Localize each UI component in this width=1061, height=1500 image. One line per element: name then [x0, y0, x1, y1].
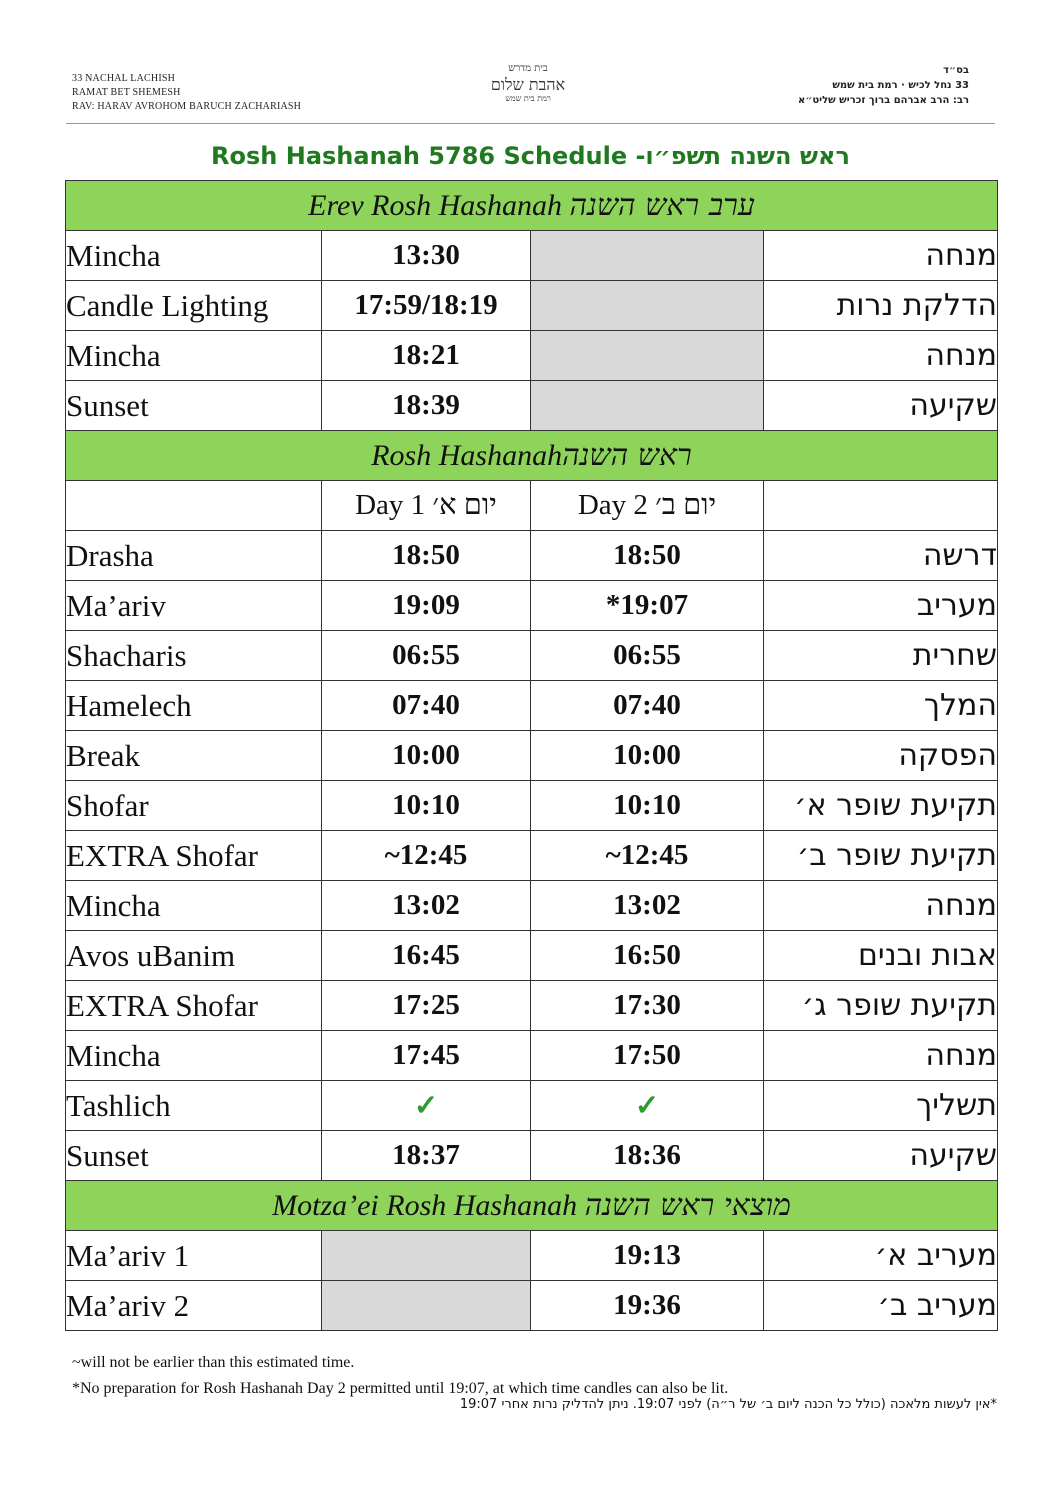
day2-header: Day 2 יום ב׳	[531, 481, 764, 531]
logo-line: רמת בית שמש	[505, 94, 551, 103]
table-row	[66, 931, 998, 981]
day2-time-cell: 18:50	[531, 531, 764, 581]
erev-rows	[66, 231, 998, 431]
item-name-he: מנחה	[764, 881, 998, 931]
footnote-star-hebrew: *אין לעשות מלאכה (כולל כל הכנה ליום ב׳ של ר״ה) לפני 19:07. ניתן להדליק נרות אחרי 19:07	[459, 1397, 997, 1412]
item-name-he: תקיעת שופר ג׳	[764, 981, 998, 1031]
day1-time-cell: 06:55	[322, 631, 531, 681]
day2-time-cell: *19:07	[531, 581, 764, 631]
check-icon: ✓	[531, 1081, 764, 1131]
day1-time-cell: 10:10	[322, 781, 531, 831]
table-row	[66, 281, 998, 331]
item-name-en: Sunset	[66, 1131, 322, 1181]
table-row	[66, 331, 998, 381]
time-cell: 18:21	[322, 331, 531, 381]
table-row	[66, 1031, 998, 1081]
item-name-he: מעריב ב׳	[764, 1281, 998, 1331]
header-address-line: RAMAT BET SHEMESH	[72, 87, 181, 98]
item-name-en: Break	[66, 731, 322, 781]
item-name-he: דרשה	[764, 531, 998, 581]
table-row	[66, 231, 998, 281]
section-title-en: Erev Rosh Hashanah	[308, 189, 562, 222]
table-row	[66, 681, 998, 731]
footnote-tilde: ~will not be earlier than this estimated time.	[72, 1354, 355, 1371]
table-row	[66, 831, 998, 881]
header-address-line: 33 נחל לכיש · רמת בית שמש	[832, 80, 969, 91]
item-name-he: מנחה	[764, 1031, 998, 1081]
item-name-he: שחרית	[764, 631, 998, 681]
table-row	[66, 781, 998, 831]
item-name-en: Ma’ariv	[66, 581, 322, 631]
table-row	[66, 881, 998, 931]
item-name-he: המלך	[764, 681, 998, 731]
empty-gray-cell	[531, 331, 764, 381]
schedule-table	[65, 180, 998, 1331]
item-name-he: שקיעה	[764, 381, 998, 431]
footnotes	[72, 1350, 728, 1402]
table-row	[66, 631, 998, 681]
header-address-english	[72, 72, 301, 114]
empty-gray-cell	[531, 231, 764, 281]
day2-time-cell: 16:50	[531, 931, 764, 981]
time-cell: 18:39	[322, 381, 531, 431]
item-name-he: תקיעת שופר ב׳	[764, 831, 998, 881]
item-name-en: Drasha	[66, 531, 322, 581]
item-name-en: Sunset	[66, 381, 322, 431]
day2-time-cell: 10:00	[531, 731, 764, 781]
header-address-hebrew	[798, 63, 969, 108]
item-name-en: EXTRA Shofar	[66, 831, 322, 881]
empty-cell	[764, 481, 998, 531]
table-row	[66, 981, 998, 1031]
day2-time-cell: 17:30	[531, 981, 764, 1031]
day1-time-cell: 16:45	[322, 931, 531, 981]
section-title-en: Motza’ei Rosh Hashanah	[272, 1189, 578, 1222]
table-row	[66, 581, 998, 631]
table-row	[66, 531, 998, 581]
header-address-line: רב: הרב אברהם ברוך זכריש שליט״א	[797, 95, 969, 106]
item-name-en: Mincha	[66, 331, 322, 381]
day2-time-cell: 13:02	[531, 881, 764, 931]
day1-header: Day 1 יום א׳	[322, 481, 531, 531]
empty-gray-cell	[322, 1231, 531, 1281]
day-header-row	[66, 481, 998, 531]
section-title-he: מוצאי ראש השנה	[584, 1188, 791, 1223]
item-name-en: Mincha	[66, 231, 322, 281]
page-title: Rosh Hashanah 5786 Schedule -ראש השנה תשפ״ו	[211, 142, 850, 170]
day1-time-cell: ~12:45	[322, 831, 531, 881]
empty-gray-cell	[322, 1281, 531, 1331]
table-row	[66, 1231, 998, 1281]
item-name-he: הפסקה	[764, 731, 998, 781]
table-row	[66, 1081, 998, 1131]
time-cell: 19:13	[531, 1231, 764, 1281]
day1-time-cell: 07:40	[322, 681, 531, 731]
item-name-en: Tashlich	[66, 1081, 322, 1131]
logo-line: בית מדרש	[508, 63, 548, 74]
item-name-en: Shofar	[66, 781, 322, 831]
empty-gray-cell	[531, 281, 764, 331]
time-cell: 17:59/18:19	[322, 281, 531, 331]
table-row	[66, 731, 998, 781]
day2-time-cell: 06:55	[531, 631, 764, 681]
item-name-en: Hamelech	[66, 681, 322, 731]
header-address-line: בס״ד	[943, 65, 969, 76]
item-name-he: מנחה	[764, 231, 998, 281]
day1-time-cell: 18:37	[322, 1131, 531, 1181]
section-header-motzaei	[66, 1181, 998, 1231]
section-title-en: Rosh Hashanah	[371, 439, 563, 472]
day1-time-cell: 19:09	[322, 581, 531, 631]
section-header-erev	[66, 181, 998, 231]
item-name-en: Ma’ariv 1	[66, 1231, 322, 1281]
motzaei-rows	[66, 1231, 998, 1331]
check-icon: ✓	[322, 1081, 531, 1131]
section-title-he: ראש השנה	[562, 438, 692, 473]
header-logo	[468, 62, 588, 104]
day1-time-cell: 17:45	[322, 1031, 531, 1081]
item-name-he: מעריב א׳	[764, 1231, 998, 1281]
time-cell: 13:30	[322, 231, 531, 281]
table-row	[66, 381, 998, 431]
item-name-en: Candle Lighting	[66, 281, 322, 331]
section-title-he: ערב ראש השנה	[569, 188, 755, 223]
logo-name: אהבת שלום	[490, 75, 566, 94]
item-name-en: Mincha	[66, 1031, 322, 1081]
item-name-en: Shacharis	[66, 631, 322, 681]
header-address-line: 33 NACHAL LACHISH	[72, 73, 176, 84]
header-divider	[66, 123, 995, 124]
item-name-he: הדלקת נרות	[764, 281, 998, 331]
day2-time-cell: 18:36	[531, 1131, 764, 1181]
footnote-star: *No preparation for Rosh Hashanah Day 2 permitted until 19:07, at which time candles can also be lit.	[72, 1380, 729, 1397]
day2-time-cell: 07:40	[531, 681, 764, 731]
day1-time-cell: 10:00	[322, 731, 531, 781]
day2-time-cell: 10:10	[531, 781, 764, 831]
item-name-en: EXTRA Shofar	[66, 981, 322, 1031]
table-row	[66, 1131, 998, 1181]
rosh-hashanah-rows	[66, 531, 998, 1181]
item-name-he: תשליך	[764, 1081, 998, 1131]
empty-gray-cell	[531, 381, 764, 431]
day2-time-cell: ~12:45	[531, 831, 764, 881]
time-cell: 19:36	[531, 1281, 764, 1331]
item-name-en: Avos uBanim	[66, 931, 322, 981]
item-name-he: מנחה	[764, 331, 998, 381]
table-row	[66, 1281, 998, 1331]
day1-time-cell: 13:02	[322, 881, 531, 931]
day1-time-cell: 18:50	[322, 531, 531, 581]
item-name-he: אבות ובנים	[764, 931, 998, 981]
item-name-he: תקיעת שופר א׳	[764, 781, 998, 831]
header-address-line: RAV: HARAV AVROHOM BARUCH ZACHARIASH	[72, 101, 302, 112]
item-name-en: Ma’ariv 2	[66, 1281, 322, 1331]
item-name-en: Mincha	[66, 881, 322, 931]
day2-time-cell: 17:50	[531, 1031, 764, 1081]
item-name-he: שקיעה	[764, 1131, 998, 1181]
day1-time-cell: 17:25	[322, 981, 531, 1031]
item-name-he: מעריב	[764, 581, 998, 631]
section-header-rosh-hashanah	[66, 431, 998, 481]
empty-cell	[66, 481, 322, 531]
